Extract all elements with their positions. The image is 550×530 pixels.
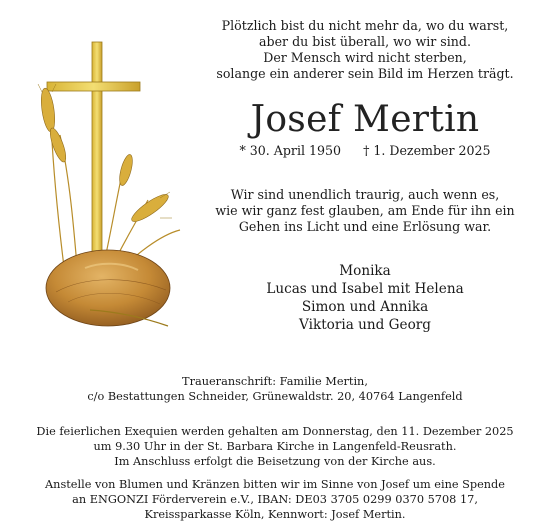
poem-line: Der Mensch wird nicht sterben, (263, 50, 467, 65)
poem-line: aber du bist überall, wo wir sind. (259, 34, 471, 49)
donation-line: an ENGONZI Förderverein e.V., IBAN: DE03 3705 0299 0370 5708 17, (72, 493, 478, 506)
family-line: Monika (339, 263, 391, 279)
donation-request (0, 477, 550, 522)
poem (190, 18, 540, 82)
sorrow-line: Wir sind unendlich traurig, auch wenn es, (230, 187, 500, 202)
service-line: Im Anschluss erfolgt die Beisetzung von der Kirche aus. (114, 455, 436, 468)
sorrow-text (190, 187, 540, 235)
sorrow-line: Gehen ins Licht und eine Erlösung war. (238, 219, 492, 234)
bread-icon (46, 250, 170, 326)
service-line: um 9.30 Uhr in der St. Barbara Kirche in Langenfeld-Reusrath. (93, 440, 457, 453)
sorrow-line: wie wir ganz fest glauben, am Ende für ihn ein (215, 203, 515, 218)
family-line: Viktoria und Georg (299, 317, 431, 333)
life-dates (190, 143, 540, 159)
family-line: Simon und Annika (301, 299, 429, 315)
mourning-address (0, 374, 550, 404)
service-line: Die feierlichen Exequien werden gehalten am Donnerstag, den 11. Dezember 2025 (36, 425, 514, 438)
family-line: Lucas und Isabel mit Helena (266, 281, 464, 297)
poem-line: solange ein anderer sein Bild im Herzen trägt. (216, 66, 514, 81)
funeral-service-info (0, 424, 550, 469)
family-members (190, 262, 540, 334)
address-line: c/o Bestattungen Schneider, Grünewaldstr. 20, 40764 Langenfeld (87, 390, 463, 403)
birth-date: * 30. April 1950 (239, 143, 342, 158)
poem-line: Plötzlich bist du nicht mehr da, wo du warst, (221, 18, 509, 33)
donation-line: Anstelle von Blumen und Kränzen bitten wir im Sinne von Josef um eine Spende (45, 478, 505, 491)
donation-line: Kreissparkasse Köln, Kennwort: Josef Mertin. (144, 508, 406, 521)
address-line: Traueranschrift: Familie Mertin, (182, 375, 368, 388)
deceased-name: Josef Mertin (250, 99, 480, 140)
cross-wheat-bread-icon (30, 40, 200, 340)
death-date: † 1. Dezember 2025 (363, 143, 491, 158)
